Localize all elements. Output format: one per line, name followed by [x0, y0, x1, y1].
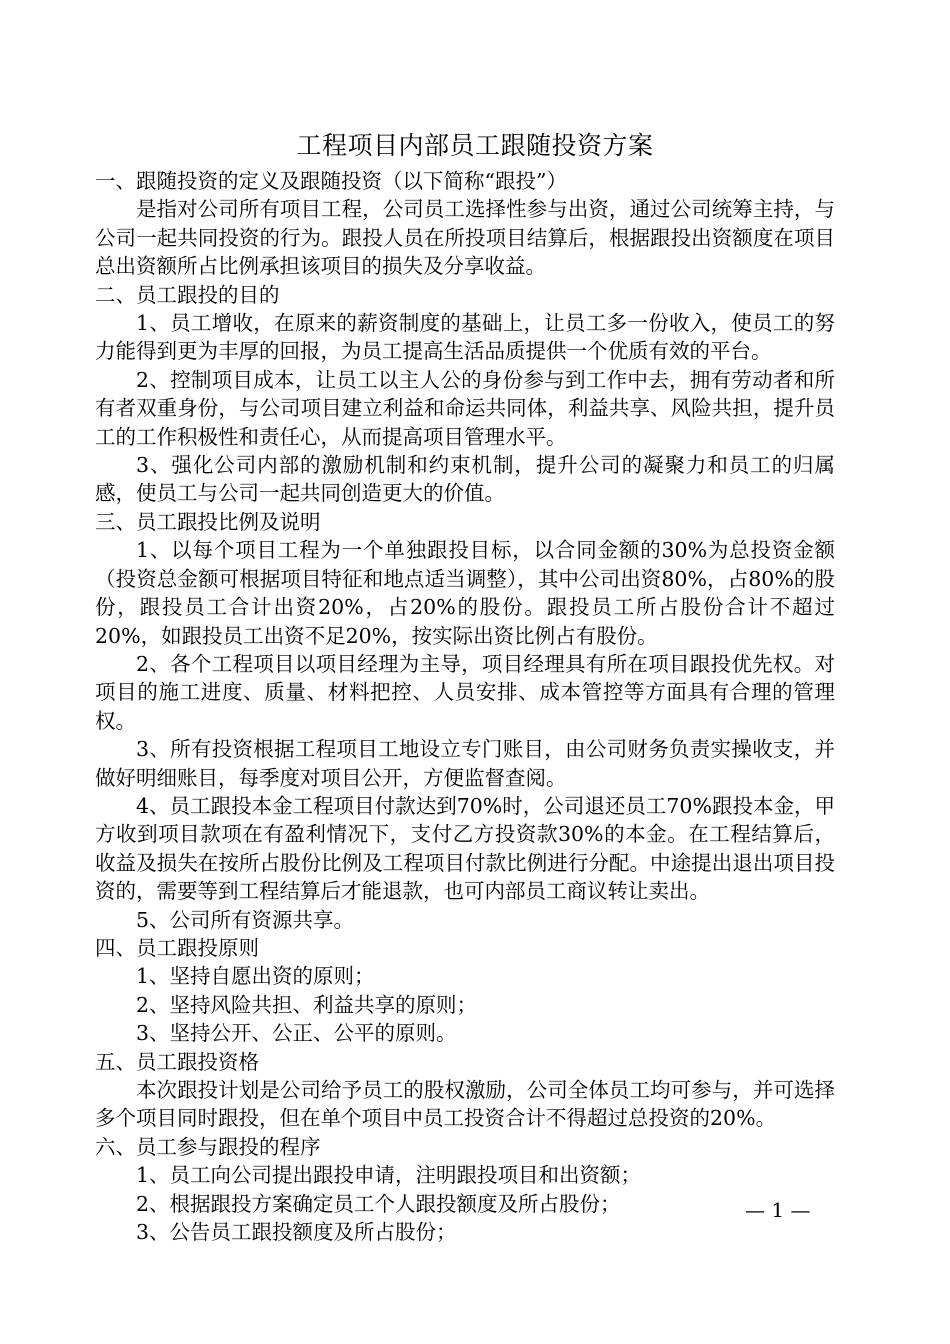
section-heading-5: 五、员工跟投资格 — [95, 1049, 259, 1074]
paragraph-definition: 是指对公司所有项目工程，公司员工选择性参与出资，通过公司统筹主持，与公司一起共同投资的行为。跟投人员在所投项目结算后，根据跟投出资额度在项目总出资额所占比例承担该项目的损失及分享收益。 — [95, 197, 835, 279]
paragraph-ratio-1: 1、以每个项目工程为一个单独跟投目标，以合同金额的30%为总投资金额（投资总金额可根据项目特征和地点适当调整），其中公司出资80%，占80%的股份，跟投员工合计出资20%，占20%的股份。跟投员工所占股份合计不超过20%，如跟投员工出资不足20%，按实际出资比例占有股份。 — [95, 538, 835, 648]
paragraph-principle-2: 2、坚持风险共担、利益共享的原则； — [136, 992, 478, 1017]
paragraph-procedure-2: 2、根据跟投方案确定员工个人跟投额度及所占股份； — [136, 1191, 621, 1216]
paragraph-purpose-3: 3、强化公司内部的激励机制和约束机制，提升公司的凝聚力和员工的归属感，使员工与公司一起共同创造更大的价值。 — [95, 453, 835, 506]
paragraph-purpose-2: 2、控制项目成本，让员工以主人公的身份参与到工作中去，拥有劳动者和所有者双重身份，与公司项目建立利益和命运共同体，利益共享、风险共担，提升员工的工作积极性和责任心，从而提高项目管理水平。 — [95, 367, 835, 449]
paragraph-ratio-2: 2、各个工程项目以项目经理为主导，项目经理具有所在项目跟投优先权。对项目的施工进度、质量、材料把控、人员安排、成本管控等方面具有合理的管理权。 — [95, 651, 835, 733]
section-heading-2: 二、员工跟投的目的 — [95, 282, 280, 307]
paragraph-purpose-1: 1、员工增收，在原来的薪资制度的基础上，让员工多一份收入，使员工的努力能得到更为丰厚的回报，为员工提高生活品质提供一个优质有效的平台。 — [95, 311, 835, 364]
document-body — [95, 167, 835, 1246]
paragraph-principle-3: 3、坚持公开、公正、公平的原则。 — [136, 1021, 457, 1046]
section-heading-6: 六、员工参与跟投的程序 — [95, 1134, 321, 1159]
paragraph-procedure-1: 1、员工向公司提出跟投申请，注明跟投项目和出资额； — [136, 1163, 642, 1188]
page-number: — 1 — — [745, 1198, 811, 1222]
paragraph-principle-1: 1、坚持自愿出资的原则； — [136, 964, 375, 989]
document-title: 工程项目内部员工跟随投资方案 — [296, 131, 654, 160]
section-heading-3: 三、员工跟投比例及说明 — [95, 509, 321, 534]
paragraph-ratio-5: 5、公司所有资源共享。 — [136, 907, 355, 932]
paragraph-ratio-3: 3、所有投资根据工程项目工地设立专门账目，由公司财务负责实操收支，并做好明细账目，每季度对项目公开，方便监督查阅。 — [95, 737, 835, 790]
section-heading-4: 四、员工跟投原则 — [95, 935, 259, 960]
paragraph-procedure-3: 3、公告员工跟投额度及所占股份； — [136, 1220, 457, 1245]
paragraph-eligibility: 本次跟投计划是公司给予员工的股权激励，公司全体员工均可参与，并可选择多个项目同时跟投，但在单个项目中员工投资合计不得超过总投资的20%。 — [95, 1078, 835, 1131]
section-heading-1: 一、跟随投资的定义及跟随投资（以下简称“跟投”） — [95, 169, 567, 193]
paragraph-ratio-4: 4、员工跟投本金工程项目付款达到70%时，公司退还员工70%跟投本金，甲方收到项目款项在有盈利情况下，支付乙方投资款30%的本金。在工程结算后，收益及损失在按所占股份比例及工程项目付款比例进行分配。中途提出退出项目投资的，需要等到工程结算后才能退款，也可内部员工商议转让卖出。 — [95, 793, 835, 904]
